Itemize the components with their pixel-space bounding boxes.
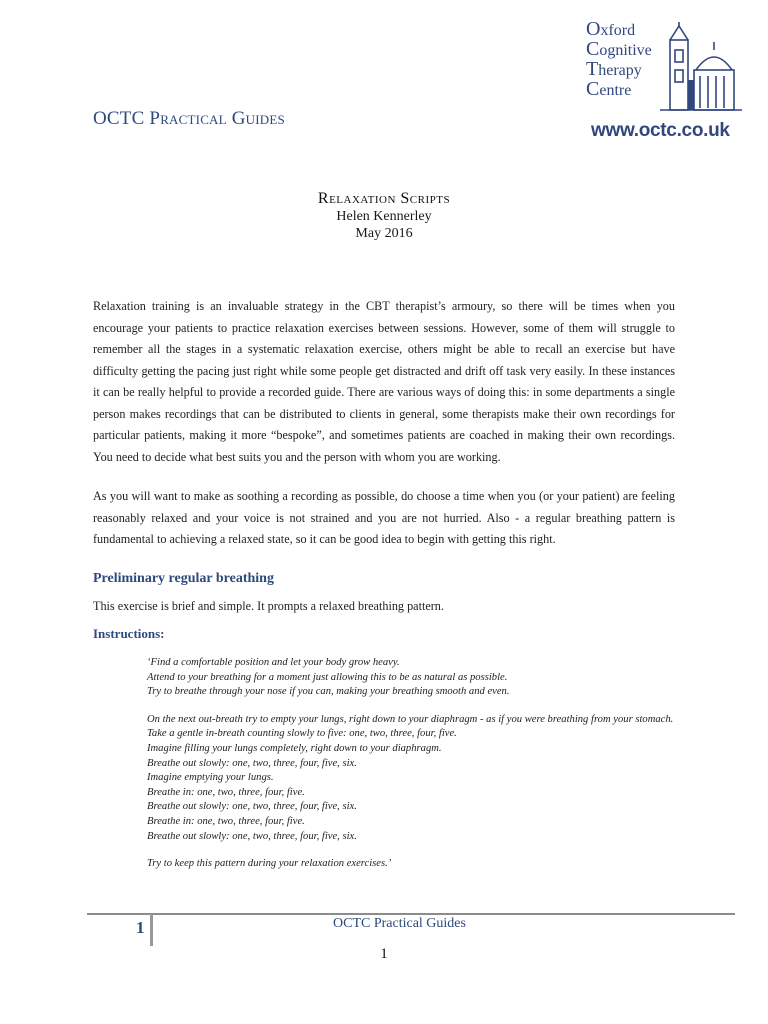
footer-page-badge: 1	[136, 918, 145, 937]
script-closing-line: Try to keep this pattern during your relaxation exercises.’	[147, 858, 392, 870]
page-number: 1	[380, 946, 388, 962]
logo-cap: T	[586, 58, 599, 80]
document-title: Relaxation Scripts	[317, 190, 451, 207]
script-line: Imagine filling your lungs completely, right down to your diaphragm.	[147, 742, 442, 754]
logo-word: herapy	[598, 62, 642, 79]
script-line: Breathe in: one, two, three, four, five.	[147, 786, 305, 798]
logo-cap: C	[586, 38, 600, 60]
document-author: Helen Kennerley	[336, 209, 432, 224]
script-line: ‘Find a comfortable position and let your body grow heavy.	[147, 657, 400, 668]
script-line: Breathe in: one, two, three, four, five.	[147, 815, 305, 827]
logo-cap: C	[586, 78, 600, 100]
script-line: Take a gentle in-breath counting slowly to five: one, two, three, four, five.	[147, 728, 457, 740]
footer-vertical-rule	[150, 914, 153, 946]
script-line: Attend to your breathing for a moment just allowing this to be as natural as possible.	[147, 671, 508, 683]
logo-url: www.octc.co.uk	[591, 120, 730, 141]
relaxation-script	[147, 656, 687, 872]
logo-word: xford	[600, 22, 636, 39]
logo-wordmark	[586, 20, 652, 100]
octc-logo	[586, 20, 746, 145]
script-line: On the next out-breath try to empty your lungs, right down to your diaphragm - as if you were breathing from your stomach.	[147, 713, 674, 725]
script-line: Breathe out slowly: one, two, three, four, five, six.	[147, 830, 357, 842]
section-intro: This exercise is brief and simple. It prompts a relaxed breathing pattern.	[93, 599, 444, 613]
logo-word: entre	[599, 82, 632, 99]
header-title: OCTC Practical Guides	[93, 108, 285, 129]
logo-word: ognitive	[599, 42, 652, 59]
script-line: Try to breathe through your nose if you can, making your breathing smooth and even.	[147, 686, 510, 698]
logo-cap: O	[586, 18, 601, 40]
footer-divider	[87, 913, 735, 915]
instructions-label: Instructions:	[93, 626, 165, 641]
script-line: Imagine emptying your lungs.	[147, 772, 274, 784]
second-paragraph: As you will want to make as soothing a recording as possible, do choose a time when you (or your patient) are feeling reasonably relaxed and your voice is not strained and you are not hurried. Also - a regular breathing pattern is fundamental to achieving a relaxed state, so it can be good idea to begin with getting this right.	[93, 489, 675, 546]
building-icon	[648, 20, 744, 120]
section-heading: Preliminary regular breathing	[93, 571, 274, 586]
script-line: Breathe out slowly: one, two, three, four, five, six.	[147, 801, 357, 813]
footer-guides-label: OCTC Practical Guides	[333, 916, 466, 931]
script-line: Breathe out slowly: one, two, three, four, five, six.	[147, 757, 357, 769]
intro-paragraph: Relaxation training is an invaluable strategy in the CBT therapist’s armoury, so there will be times when you encourage your patients to practice relaxation exercises between sessions. However, some of them will struggle to remember all the stages in a systematic relaxation exercise, others might be able to recall an exercise but have difficulty getting the pacing just right while some people get distracted and drift off task very easily. In these instances it can be really helpful to provide a recorded guide. There are various ways of doing this: in some departments a single person makes recordings that can be distributed to clients in general, some therapists make their own recordings for particular patients, making it more “bespoke”, and sometimes patients are coached in making their own recordings. You need to decide what best suits you and the person with whom you are working.	[93, 299, 675, 464]
document-title-block	[0, 190, 768, 242]
document-date: May 2016	[355, 226, 413, 241]
